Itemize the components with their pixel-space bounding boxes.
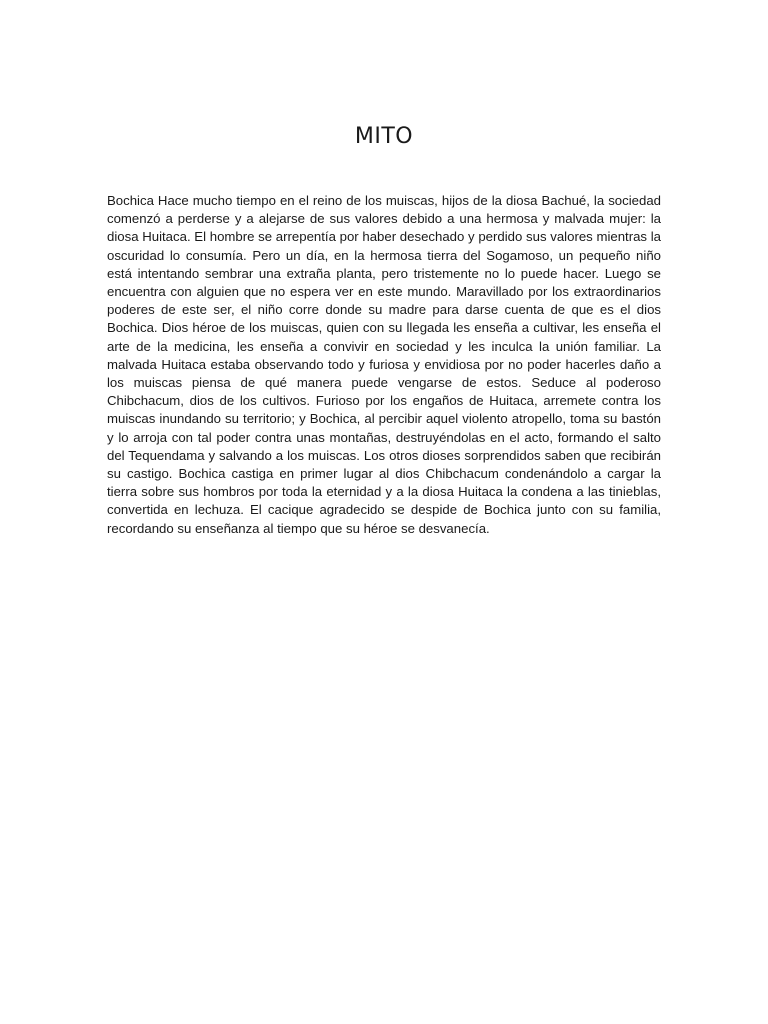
page-title: MITO bbox=[354, 124, 414, 149]
body-paragraph: Bochica Hace mucho tiempo en el reino de los muiscas, hijos de la diosa Bachué, la sociedad comenzó a perderse y a alejarse de sus valores debido a una hermosa y malvada mujer: la diosa Huitaca. El hombre se arrepentía por haber desechado y perdido sus valores mientras la oscuridad lo consumía. Pero un día, en la hermosa tierra del Sogamoso, un pequeño niño está intentando sembrar una extraña planta, pero tristemente no lo puede hacer. Luego se encuentra con alguien que no espera ver en este mundo. Maravillado por los extraordinarios poderes de este ser, el niño corre donde su madre para darse cuenta de que es el dios Bochica. Dios héroe de los muiscas, quien con su llegada les enseña a cultivar, les enseña el arte de la medicina, les enseña a convivir en sociedad y les inculca la unión familiar. La malvada Huitaca estaba observando todo y furiosa y envidiosa por no poder hacerles daño a los muiscas piensa de qué manera puede vengarse de estos. Seduce al poderoso Chibchacum, dios de los cultivos. Furioso por los engaños de Huitaca, arremete contra los muiscas inundando su territorio; y Bochica, al percibir aquel violento atropello, toma su bastón y lo arroja con tal poder contra unas montañas, destruyéndolas en el acto, formando el salto del Tequendama y salvando a los muiscas. Los otros dioses sorprendidos saben que recibirán su castigo. Bochica castiga en primer lugar al dios Chibchacum condenándolo a cargar la tierra sobre sus hombros por toda la eternidad y a la diosa Huitaca la condena a las tinieblas, convertida en lechuza. El cacique agradecido se despide de Bochica junto con su familia, recordando su enseñanza al tiempo que su héroe se desvanecía. bbox=[107, 193, 661, 536]
